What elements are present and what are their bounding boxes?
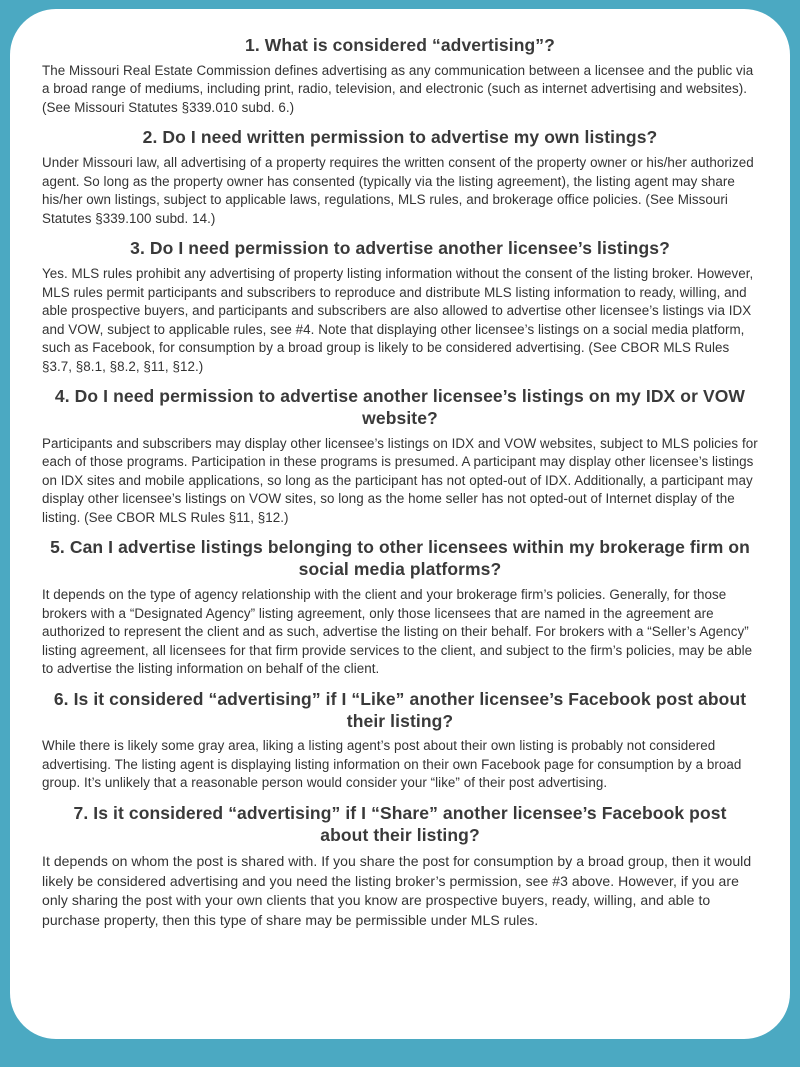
answer-text-6: While there is likely some gray area, liking a listing agent’s post about their own listing is probably not considered advertising. The listing agent is displaying listing information on their own Facebook page for consumption by a broad group. It’s unlikely that a reasonable person would consider your “like” of their post advertising. bbox=[42, 738, 742, 791]
faq-section-5 bbox=[42, 537, 758, 678]
question-heading-5: 5. Can I advertise listings belonging to other licensees within my brokerage firm on social media platforms? bbox=[50, 537, 750, 580]
faq-section-1 bbox=[42, 35, 758, 117]
question-heading-4: 4. Do I need permission to advertise another licensee’s listings on my IDX or VOW website? bbox=[54, 386, 746, 428]
faq-section-4 bbox=[42, 386, 758, 527]
question-heading-6: 6. Is it considered “advertising” if I “Like” another licensee’s Facebook post about their listing? bbox=[53, 688, 747, 731]
faq-card bbox=[10, 9, 790, 1039]
answer-text-3: Yes. MLS rules prohibit any advertising of property listing information without the consent of the listing broker. However, MLS rules permit participants and subscribers to reproduce and distribute MLS listing information to ready, willing, and able prospective buyers, and participants and subscribers are also allowed to advertise other licensee’s listings via IDX and VOW, subject to applicable rules, see #4. Note that displaying other licensee’s listings on a social media platform, such as Facebook, for consumption by a broad group is likely to be considered advertising. (See CBOR MLS Rules §3.7, §8.1, §8.2, §11, §12.) bbox=[42, 266, 754, 374]
question-heading-7: 7. Is it considered “advertising” if I “Share” another licensee’s Facebook post about their listing? bbox=[73, 802, 727, 845]
answer-text-5: It depends on the type of agency relationship with the client and your brokerage firm’s policies. Generally, for those brokers with a “Designated Agency” listing agreement, only those licensees that are named in the agreement are authorized to represent the client and as such, advertise the listing on their behalf. For brokers with a “Seller’s Agency” listing agreement, all licensees for that firm provide services to the client, and subject to the firm’s policies, may be able to advertise the listing information on behalf of the client. bbox=[42, 587, 753, 677]
answer-text-4: Participants and subscribers may display other licensee’s listings on IDX and VOW websites, subject to MLS policies for each of those programs. Participation in these programs is presumed. A participant may display other licensee’s listings on IDX sites and mobile applications, so long as the participant has not opted-out of IDX. Additionally, a participant may display other licensee’s listings on VOW sites, so long as the home seller has not opted-out of Internet display of the listing. (See CBOR MLS Rules §11, §12.) bbox=[42, 435, 758, 525]
faq-section-6 bbox=[42, 689, 758, 793]
faq-section-7 bbox=[42, 803, 758, 931]
faq-section-2 bbox=[42, 127, 758, 228]
faq-section-3 bbox=[42, 238, 758, 376]
answer-text-2: Under Missouri law, all advertising of a property requires the written consent of the property owner or his/her authorized agent. So long as the property owner has consented (typically via the listing agreement), the listing agent may share his/her own listings, subject to applicable laws, regulations, MLS rules, and brokerage office policies. (See Missouri Statutes §339.100 subd. 14.) bbox=[42, 155, 754, 226]
question-heading-2: 2. Do I need written permission to advertise my own listings? bbox=[142, 127, 658, 148]
answer-text-1: The Missouri Real Estate Commission defines advertising as any communication between a licensee and the public via a broad range of mediums, including print, radio, television, and electronic (such as internet advertising and websites). (See Missouri Statutes §339.010 subd. 6.) bbox=[42, 62, 754, 115]
question-heading-1: 1. What is considered “advertising”? bbox=[245, 35, 555, 55]
question-heading-3: 3. Do I need permission to advertise another licensee’s listings? bbox=[130, 238, 670, 259]
answer-text-7: It depends on whom the post is shared with. If you share the post for consumption by a broad group, then it would likely be considered advertising and you need the listing broker’s permission, see #3 above. However, if you are only sharing the post with your own clients that you know are prospective buyers, ready, willing, and able to purchase property, then this type of share may be permissible under MLS rules. bbox=[42, 852, 752, 929]
